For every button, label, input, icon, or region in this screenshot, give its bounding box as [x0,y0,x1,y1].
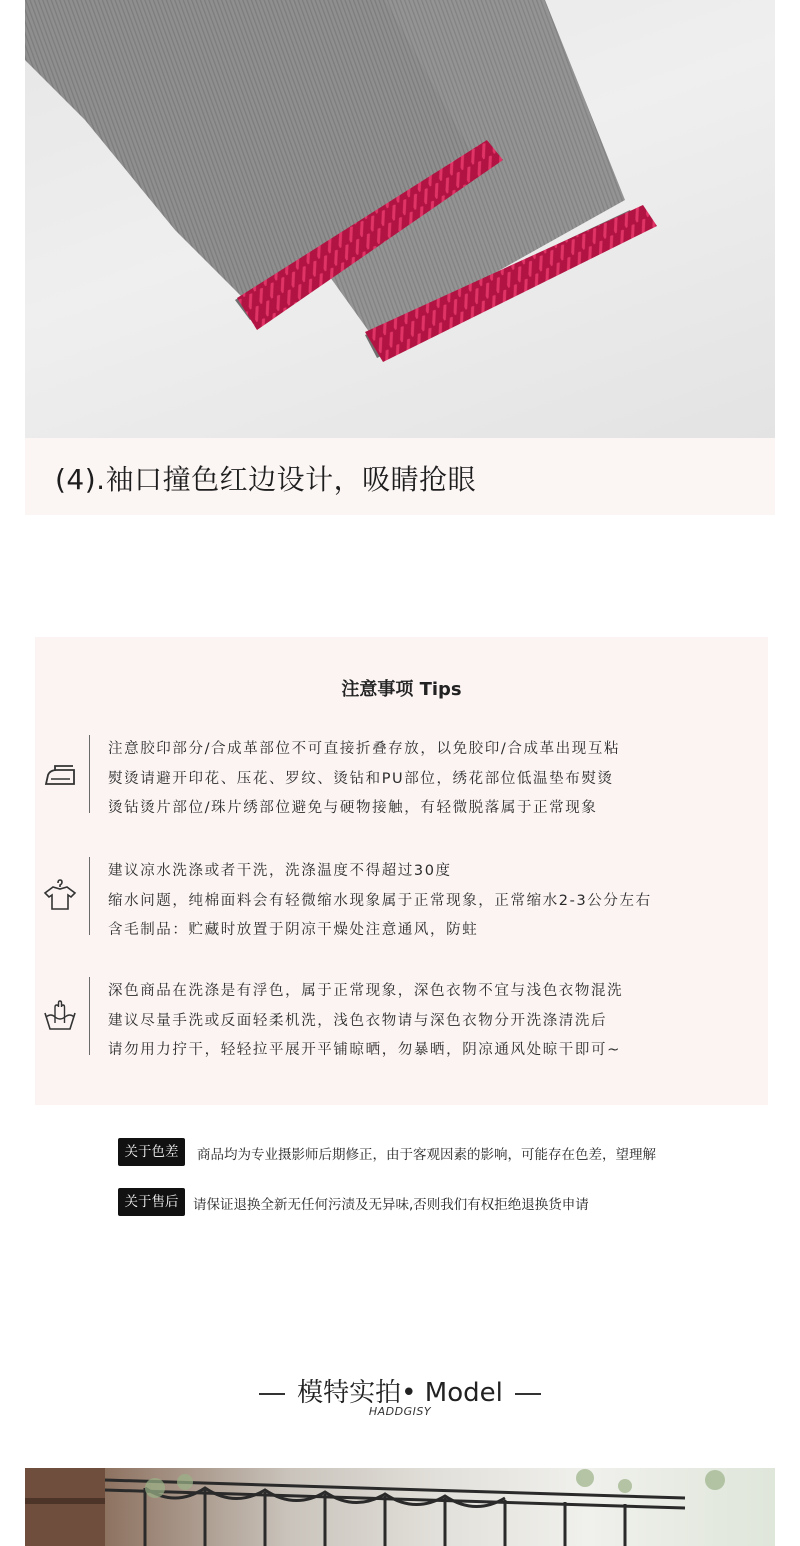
note-text: 商品均为专业摄影师后期修正，由于客观因素的影响，可能存在色差，望理解 [197,1147,656,1163]
caption-band [25,438,775,515]
tip-line: 含毛制品：贮藏时放置于阴凉干燥处注意通风，防蛀 [108,922,479,938]
note-badge: 关于色差 [118,1138,185,1166]
tip-group-handwash [35,977,768,1057]
tip-lines [108,735,620,824]
tip-line: 缩水问题，纯棉面料会有轻微缩水现象属于正常现象，正常缩水2-3公分左右 [108,892,652,909]
brand-subtitle: HADDGISY [368,1405,432,1418]
tip-divider [89,977,90,1055]
tip-divider [89,735,90,813]
tip-line: 注意胶印部分/合成革部位不可直接折叠存放，以免胶印/合成革出现互粘 [108,741,621,757]
model-photo [25,1468,775,1546]
title-dash-right [515,1393,541,1395]
hand-wash-icon [43,999,77,1033]
tip-divider [89,857,90,935]
iron-icon [43,758,77,792]
model-title-text: 模特实拍• Model [297,1378,503,1408]
tip-group-ironing [35,735,768,815]
tip-line: 熨烫请避开印花、压花、罗纹、烫钻和PU部位，绣花部位低温垫布熨烫 [108,770,614,787]
care-tips-panel [35,637,768,1105]
tip-lines [108,857,652,946]
tip-line: 建议凉水洗涤或者干洗，洗涤温度不得超过30度 [108,863,452,879]
shirt-hanger-icon [43,877,77,911]
note-text: 请保证退换全新无任何污渍及无异味,否则我们有权拒绝退换货申请 [193,1197,589,1213]
product-photo-sleeve-cuffs [25,0,775,438]
tip-group-washing [35,857,768,937]
note-badge: 关于售后 [118,1188,185,1216]
tip-lines [108,977,623,1066]
feature-caption: (4).袖口撞色红边设计，吸睛抢眼 [55,463,477,496]
tip-line: 深色商品在洗涤是有浮色，属于正常现象，深色衣物不宜与浅色衣物混洗 [108,983,624,999]
tip-line: 建议尽量手洗或反面轻柔机洗，浅色衣物请与深色衣物分开洗涤清洗后 [108,1012,608,1029]
tip-line: 请勿用力拧干，轻轻拉平展开平铺晾晒，勿暴晒，阴凉通风处晾干即可~ [108,1042,621,1058]
tips-title: 注意事项 Tips [341,679,462,700]
tip-line: 烫钻烫片部位/珠片绣部位避免与硬物接触，有轻微脱落属于正常现象 [108,800,598,816]
title-dash-left [259,1393,285,1395]
model-section-title [0,1372,800,1409]
